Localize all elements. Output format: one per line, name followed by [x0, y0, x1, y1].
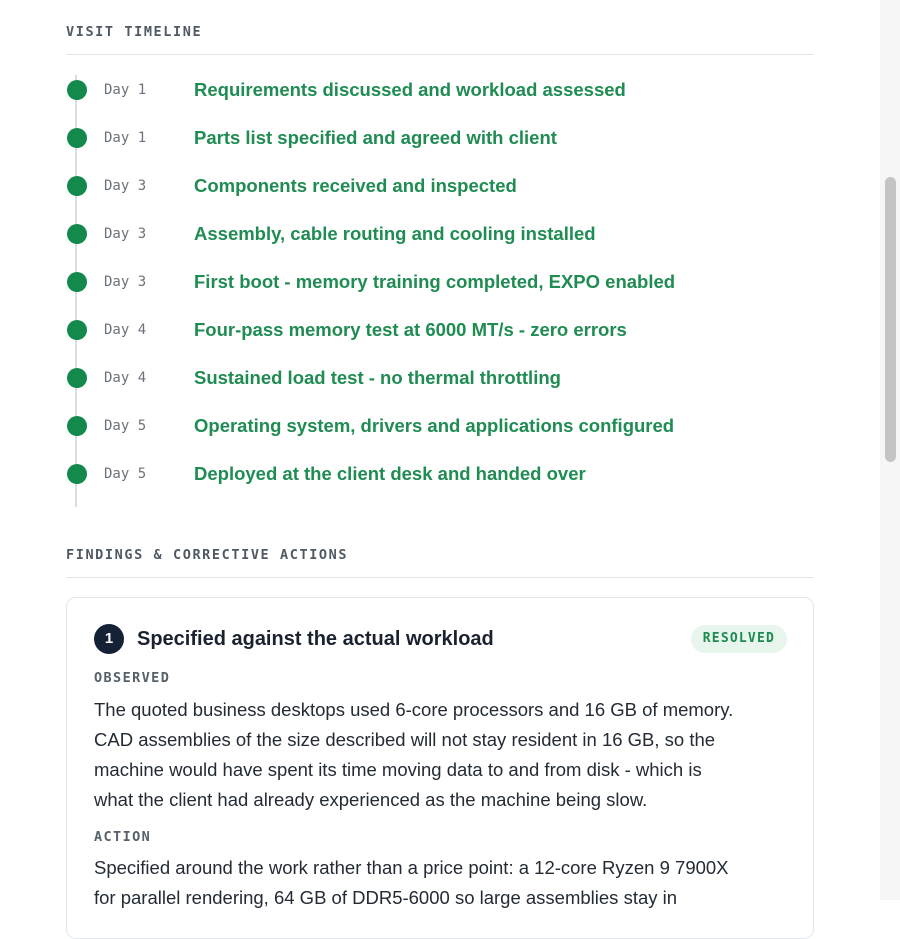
timeline-item	[66, 451, 814, 499]
timeline-event: Deployed at the client desk and handed over	[194, 463, 586, 484]
timeline-event: Operating system, drivers and applications configured	[194, 415, 675, 436]
timeline-day: Day 5	[104, 418, 147, 434]
timeline-event: Four-pass memory test at 6000 MT/s - zero errors	[194, 319, 627, 340]
timeline-item	[66, 259, 814, 307]
timeline-day: Day 1	[104, 130, 147, 146]
action-text	[94, 853, 794, 913]
timeline-item	[66, 403, 814, 451]
observed-line: CAD assemblies of the size described will not stay resident in 16 GB, so the	[94, 729, 716, 750]
timeline-dot-icon	[67, 464, 87, 484]
timeline-dot-icon	[67, 320, 87, 340]
finding-card	[66, 597, 814, 939]
timeline-item	[66, 355, 814, 403]
timeline-dot-icon	[67, 416, 87, 436]
timeline-event: Parts list specified and agreed with client	[194, 127, 557, 148]
timeline-event: Assembly, cable routing and cooling installed	[194, 223, 596, 244]
observed-label: OBSERVED	[94, 670, 171, 686]
visit-timeline-heading: VISIT TIMELINE	[66, 24, 203, 40]
timeline-event: Requirements discussed and workload assessed	[194, 79, 626, 100]
finding-number-badge: 1	[94, 624, 124, 654]
timeline-day: Day 5	[104, 466, 147, 482]
timeline-event: Components received and inspected	[194, 175, 517, 196]
findings-heading: FINDINGS & CORRECTIVE ACTIONS	[66, 547, 349, 563]
status-badge: RESOLVED	[691, 625, 787, 653]
timeline-day: Day 1	[104, 82, 147, 98]
scrollbar-thumb[interactable]	[885, 177, 896, 462]
timeline-item	[66, 115, 814, 163]
observed-line: what the client had already experienced as the machine being slow.	[94, 789, 648, 810]
section-divider	[66, 54, 814, 55]
action-label: ACTION	[94, 829, 152, 845]
action-line: Specified around the work rather than a price point: a 12-core Ryzen 9 7900X	[94, 857, 729, 878]
timeline-item	[66, 307, 814, 355]
timeline-day: Day 3	[104, 274, 147, 290]
visit-timeline	[66, 67, 814, 507]
observed-line: machine would have spent its time moving data to and from disk - which is	[94, 759, 702, 780]
timeline-dot-icon	[67, 128, 87, 148]
timeline-dot-icon	[67, 176, 87, 196]
timeline-event: Sustained load test - no thermal throttling	[194, 367, 561, 388]
observed-line: The quoted business desktops used 6-core processors and 16 GB of memory.	[94, 699, 734, 720]
finding-title: Specified against the actual workload	[137, 628, 494, 650]
timeline-day: Day 3	[104, 178, 147, 194]
timeline-dot-icon	[67, 272, 87, 292]
timeline-dot-icon	[67, 224, 87, 244]
timeline-dot-icon	[67, 368, 87, 388]
timeline-dot-icon	[67, 80, 87, 100]
timeline-item	[66, 211, 814, 259]
timeline-day: Day 4	[104, 370, 147, 386]
timeline-item	[66, 67, 814, 115]
timeline-day: Day 3	[104, 226, 147, 242]
observed-text	[94, 695, 794, 815]
action-line: for parallel rendering, 64 GB of DDR5-6000 so large assemblies stay in	[94, 887, 678, 908]
timeline-day: Day 4	[104, 322, 147, 338]
timeline-item	[66, 163, 814, 211]
timeline-event: First boot - memory training completed, EXPO enabled	[194, 271, 676, 292]
section-divider	[66, 577, 814, 578]
